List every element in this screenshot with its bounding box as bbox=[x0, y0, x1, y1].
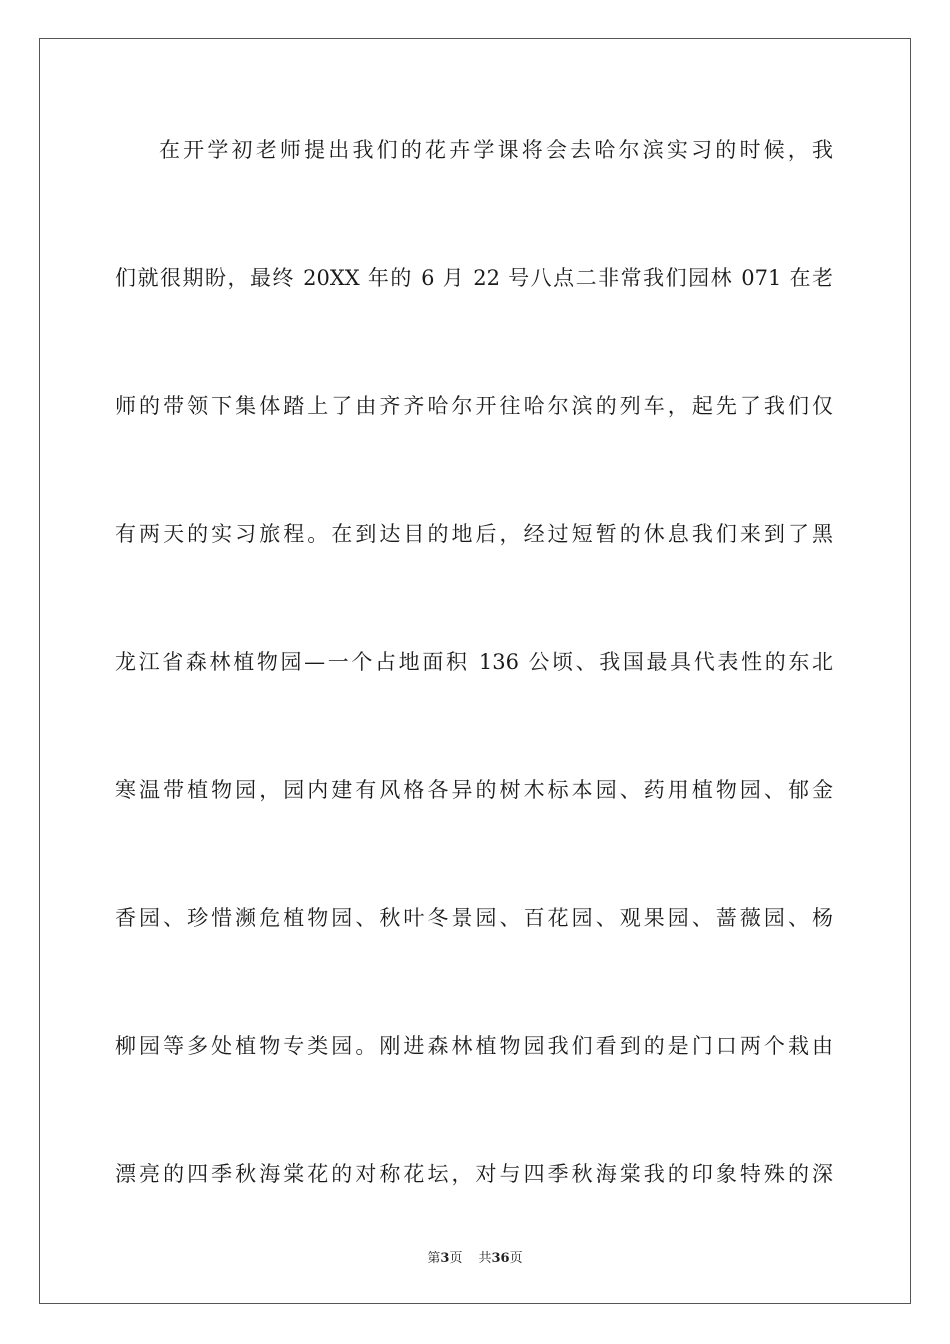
page-number: 3 bbox=[440, 1251, 450, 1266]
paragraph-line: 柳园等多处植物专类园。刚进森林植物园我们看到的是门口两个栽由 bbox=[115, 1034, 833, 1058]
paragraph-line: 龙江省森林植物园—一个占地面积 136 公顷、我国最具代表性的东北 bbox=[115, 650, 833, 674]
total-prefix: 共 bbox=[478, 1251, 492, 1266]
paragraph-line: 香园、珍惜濒危植物园、秋叶冬景园、百花园、观果园、蔷薇园、杨 bbox=[115, 906, 833, 930]
paragraph-line: 漂亮的四季秋海棠花的对称花坛，对与四季秋海棠我的印象特殊的深 bbox=[115, 1162, 833, 1186]
total-suffix: 页 bbox=[509, 1251, 523, 1266]
page-footer bbox=[0, 1247, 950, 1266]
paragraph-line: 有两天的实习旅程。在到达目的地后，经过短暂的休息我们来到了黑 bbox=[115, 522, 833, 546]
document-body bbox=[115, 122, 833, 1274]
paragraph-line: 寒温带植物园，园内建有风格各异的树木标本园、药用植物园、郁金 bbox=[115, 778, 833, 802]
paragraph-line: 们就很期盼，最终 20XX 年的 6 月 22 号八点二非常我们园林 071 在老 bbox=[115, 266, 833, 290]
page-prefix: 第 bbox=[427, 1251, 441, 1266]
page-suffix: 页 bbox=[449, 1251, 463, 1266]
paragraph-line: 在开学初老师提出我们的花卉学课将会去哈尔滨实习的时候，我 bbox=[159, 138, 833, 162]
total-pages: 36 bbox=[491, 1251, 510, 1266]
paragraph-line: 师的带领下集体踏上了由齐齐哈尔开往哈尔滨的列车，起先了我们仅 bbox=[115, 394, 833, 418]
